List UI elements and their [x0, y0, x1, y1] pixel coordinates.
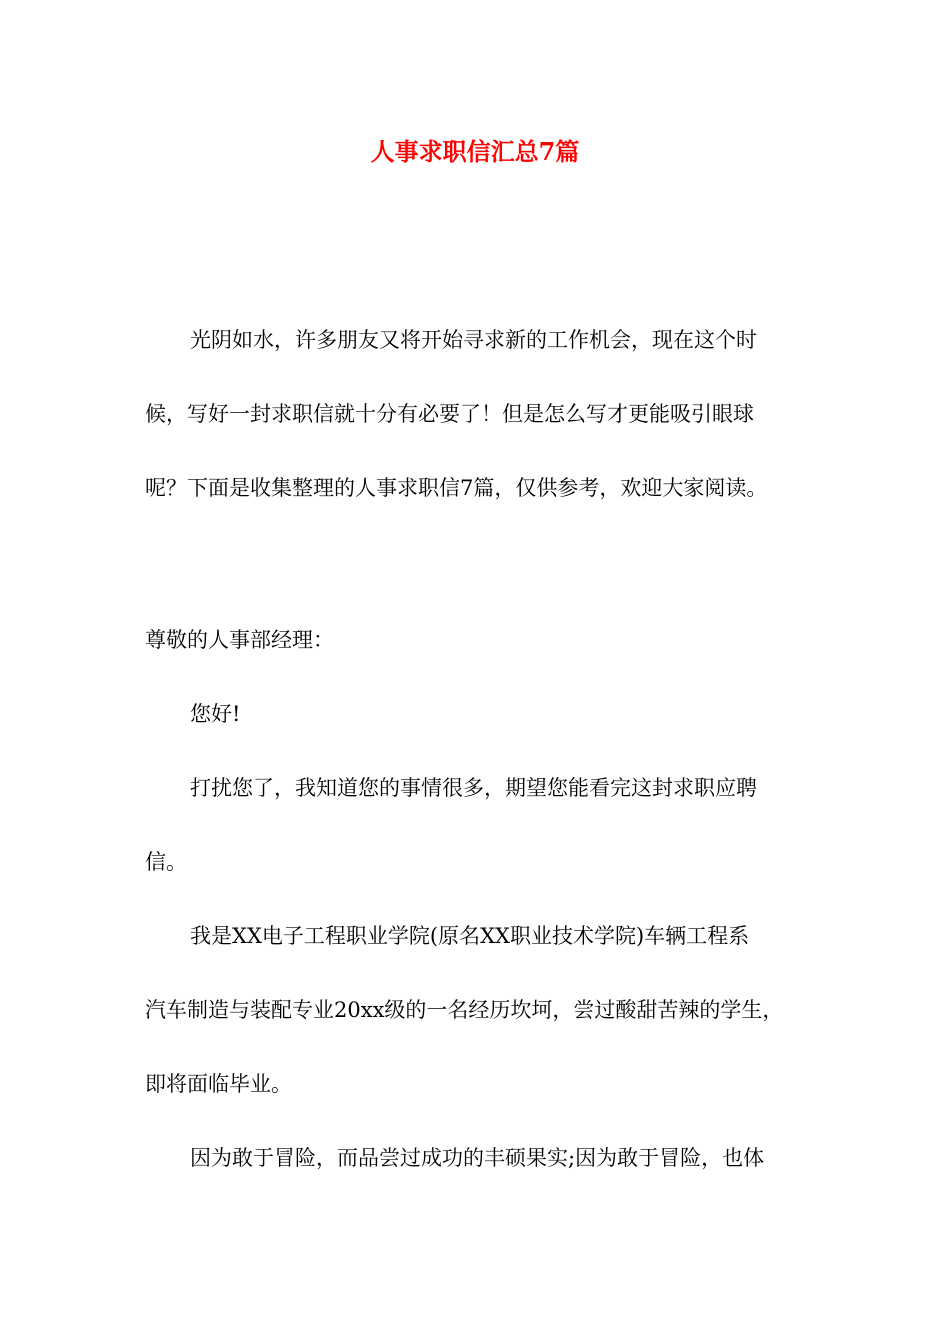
paragraph1-line-2: 信。: [145, 850, 187, 874]
paragraph2-line-3: 即将面临毕业。: [145, 1072, 292, 1096]
salutation: 尊敬的人事部经理：: [145, 628, 334, 652]
intro-line-1: 光阴如水，许多朋友又将开始寻求新的工作机会，现在这个时: [190, 328, 757, 352]
document-title: 人事求职信汇总7篇: [370, 137, 580, 166]
greeting: 您好!: [190, 702, 241, 726]
intro-line-2: 候，写好一封求职信就十分有必要了！但是怎么写才更能吸引眼球: [145, 402, 754, 426]
paragraph2-line-2: 汽车制造与装配专业20xx级的一名经历坎坷，尝过酸甜苦辣的学生，: [145, 998, 784, 1022]
paragraph1-line-1: 打扰您了，我知道您的事情很多，期望您能看完这封求职应聘: [190, 776, 757, 800]
paragraph3-line-1: 因为敢于冒险，而品尝过成功的丰硕果实;因为敢于冒险，也体: [190, 1146, 765, 1170]
paragraph2-line-1: 我是XX电子工程职业学院(原名XX职业技术学院)车辆工程系: [190, 924, 750, 948]
intro-line-3: 呢？下面是收集整理的人事求职信7篇，仅供参考，欢迎大家阅读。: [145, 476, 768, 500]
